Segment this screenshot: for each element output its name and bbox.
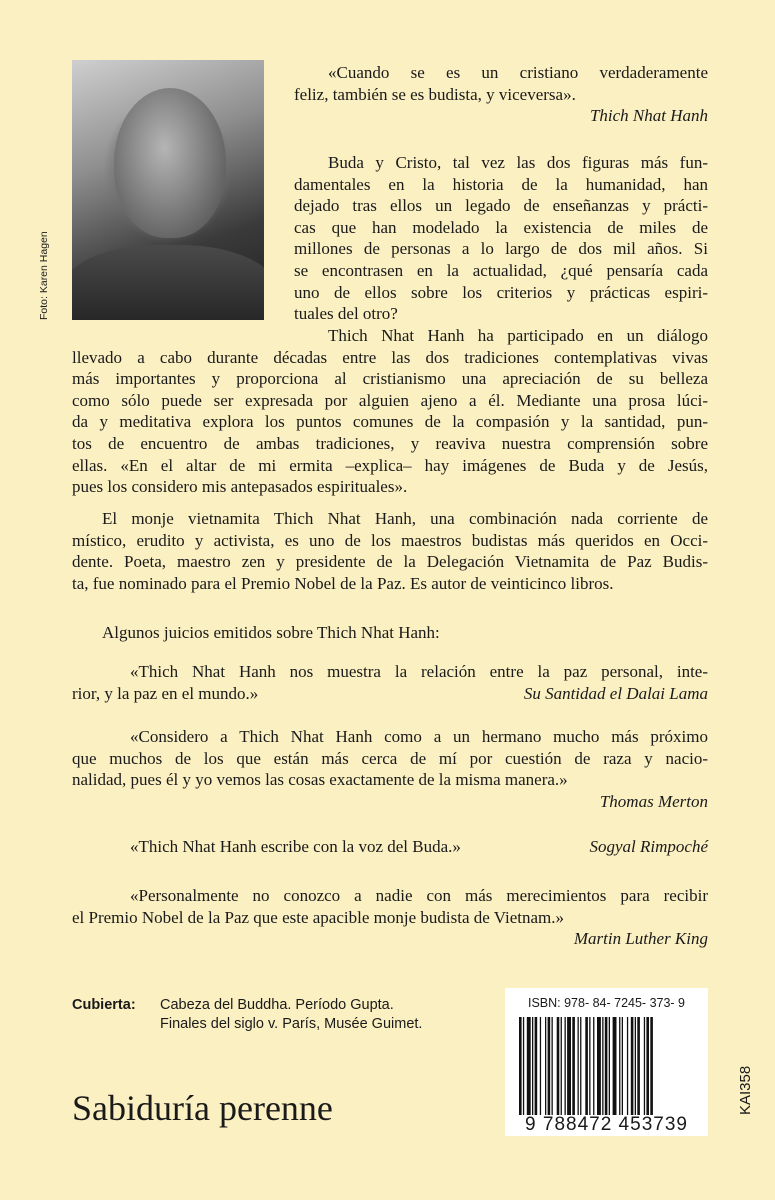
testimonial bbox=[72, 726, 708, 812]
text-line: rior, y la paz en el mundo.» bbox=[72, 683, 259, 703]
barcode-bar bbox=[597, 1017, 601, 1115]
text-line: ta, fue nominado para el Premio Nobel de la Paz. Es autor de veinticinco libros. bbox=[72, 573, 614, 593]
catalog-code: KAI358 bbox=[737, 1065, 754, 1115]
text-line: Cabeza del Buddha. Período Gupta. bbox=[160, 997, 394, 1013]
barcode-bar bbox=[622, 1017, 623, 1115]
barcode-bar bbox=[609, 1017, 610, 1115]
text-line: llevado a cabo durante décadas entre las dos tradiciones contemplativas vivas bbox=[72, 347, 708, 367]
text-line: dejado tras ellos un legado de enseñanzas y prácti- bbox=[294, 196, 708, 216]
cover-description bbox=[160, 996, 422, 1034]
barcode-bar bbox=[578, 1017, 579, 1115]
epigraph-line: «Cuando se es un cristiano verdaderamente bbox=[328, 63, 708, 82]
testimonial bbox=[72, 885, 708, 950]
barcode-bar bbox=[535, 1017, 538, 1115]
barcode-bar bbox=[580, 1017, 581, 1115]
barcode-bar bbox=[572, 1017, 575, 1115]
text-line: el Premio Nobel de la Paz que este apacible monje budista de Vietnam.» bbox=[72, 907, 564, 927]
barcode-bar bbox=[585, 1017, 588, 1115]
epigraph-line: feliz, también se es budista, y viceversa». bbox=[294, 84, 576, 104]
series-title: Sabiduría perenne bbox=[72, 1088, 333, 1128]
text-line: como sólo puede ser expresada por alguien ajeno a él. Mediante una prosa lúci- bbox=[72, 390, 708, 410]
barcode-bar bbox=[646, 1017, 649, 1115]
testimonial bbox=[72, 661, 708, 704]
text-line: cas que han modelado la existencia de miles de bbox=[294, 217, 708, 237]
photo-credit: Foto: Karen Hagen bbox=[38, 231, 50, 320]
photo-head-shape bbox=[114, 88, 226, 238]
text-line: ellas. «En el altar de mi ermita –explica– hay imágenes de Buda y de Jesús, bbox=[72, 455, 708, 475]
barcode-bar bbox=[602, 1017, 603, 1115]
isbn-label: ISBN: 978- 84- 7245- 373- 9 bbox=[527, 996, 686, 1010]
ean-number: 9 788472 453739 bbox=[525, 1114, 688, 1135]
epigraph-author: Thich Nhat Hanh bbox=[589, 106, 708, 126]
barcode-bar bbox=[565, 1017, 566, 1115]
photo-robe-shape bbox=[72, 245, 264, 320]
testimonial bbox=[130, 836, 708, 858]
testimonial-row bbox=[130, 836, 708, 858]
text-line: millones de personas a lo largo de dos mil años. Si bbox=[294, 239, 708, 259]
author-photo bbox=[72, 60, 264, 320]
barcode-bar bbox=[561, 1017, 562, 1115]
barcode-bar bbox=[593, 1017, 594, 1115]
barcode-bar bbox=[545, 1017, 546, 1115]
text-line: se encontrasen en la actualidad, ¿qué pensaría cada bbox=[294, 260, 708, 280]
text-line: uno de ellos sobre los criterios y prácticas espiri- bbox=[294, 282, 708, 302]
barcode-bar bbox=[631, 1017, 634, 1115]
barcode-bar bbox=[613, 1017, 617, 1115]
text-line: «Thich Nhat Hanh nos muestra la relación entre la paz personal, inte- bbox=[130, 662, 708, 681]
paragraph-biography bbox=[72, 508, 708, 594]
barcode-bar bbox=[532, 1017, 533, 1115]
barcode-bar bbox=[552, 1017, 553, 1115]
text-line: da y meditativa explora los puntos comunes de la compasión y la santidad, pun- bbox=[72, 412, 708, 432]
text-line: «Considero a Thich Nhat Hanh como a un hermano mucho más próximo bbox=[130, 727, 708, 746]
testimonial-last-row bbox=[72, 683, 708, 705]
barcode-bar bbox=[519, 1017, 522, 1115]
text-line: místico, erudito y activista, es uno de los maestros budistas más queridos en Occi- bbox=[72, 530, 708, 550]
barcode-bar bbox=[589, 1017, 590, 1115]
text-line: nalidad, pues él y yo vemos las cosas exactamente de la misma manera.» bbox=[72, 770, 568, 790]
barcode-bar bbox=[567, 1017, 571, 1115]
barcode-bar bbox=[619, 1017, 620, 1115]
text-line: tos de encuentro de ambas tradiciones, y reaviva nuestra comprensión sobre bbox=[72, 433, 708, 453]
barcode-bars bbox=[519, 1017, 699, 1115]
intro-paragraph bbox=[294, 152, 708, 325]
testimonial-author: Martin Luther King bbox=[573, 929, 708, 949]
judgments-intro: Algunos juicios emitidos sobre Thich Nhat Hanh: bbox=[102, 623, 440, 642]
text-line: Thich Nhat Hanh ha participado en un diálogo bbox=[328, 326, 708, 345]
text-line: tuales del otro? bbox=[294, 304, 398, 324]
testimonial-author: Sogyal Rimpoché bbox=[589, 837, 708, 856]
text-line: Finales del siglo v. París, Musée Guimet. bbox=[160, 1016, 423, 1032]
text-line: más importantes y proporciona al cristianismo una apreciación de su belleza bbox=[72, 369, 708, 389]
text-line: dente. Poeta, maestro zen y presidente de la Delegación Vietnamita de Paz Budis- bbox=[72, 552, 708, 572]
barcode-bar bbox=[523, 1017, 524, 1115]
barcode-bar bbox=[557, 1017, 560, 1115]
barcode bbox=[505, 988, 708, 1136]
barcode-bar bbox=[548, 1017, 551, 1115]
text-line: damentales en la historia de la humanidad, han bbox=[294, 174, 708, 194]
text-line: que muchos de los que están más cerca de mí por cuestión de raza y nacio- bbox=[72, 748, 708, 768]
text-line: pues los considero mis antepasados espirituales». bbox=[72, 477, 408, 497]
text-line: «Personalmente no conozco a nadie con más merecimientos para recibir bbox=[130, 886, 708, 905]
barcode-bar bbox=[644, 1017, 645, 1115]
barcode-bar bbox=[540, 1017, 541, 1115]
epigraph bbox=[294, 62, 708, 127]
testimonial-author: Su Santidad el Dalai Lama bbox=[523, 683, 708, 703]
barcode-bar bbox=[637, 1017, 640, 1115]
barcode-bar bbox=[650, 1017, 653, 1115]
barcode-bar bbox=[627, 1017, 628, 1115]
text-line: «Thich Nhat Hanh escribe con la voz del Buda.» bbox=[130, 837, 461, 856]
cover-label: Cubierta: bbox=[72, 997, 136, 1013]
barcode-bar bbox=[527, 1017, 531, 1115]
text-line: Buda y Cristo, tal vez las dos figuras más fun- bbox=[328, 153, 708, 172]
barcode-bar bbox=[605, 1017, 608, 1115]
barcode-bar bbox=[635, 1017, 636, 1115]
paragraph-dialogue bbox=[72, 325, 708, 498]
testimonial-author: Thomas Merton bbox=[599, 791, 708, 811]
text-line: El monje vietnamita Thich Nhat Hanh, una combinación nada corriente de bbox=[102, 509, 708, 528]
